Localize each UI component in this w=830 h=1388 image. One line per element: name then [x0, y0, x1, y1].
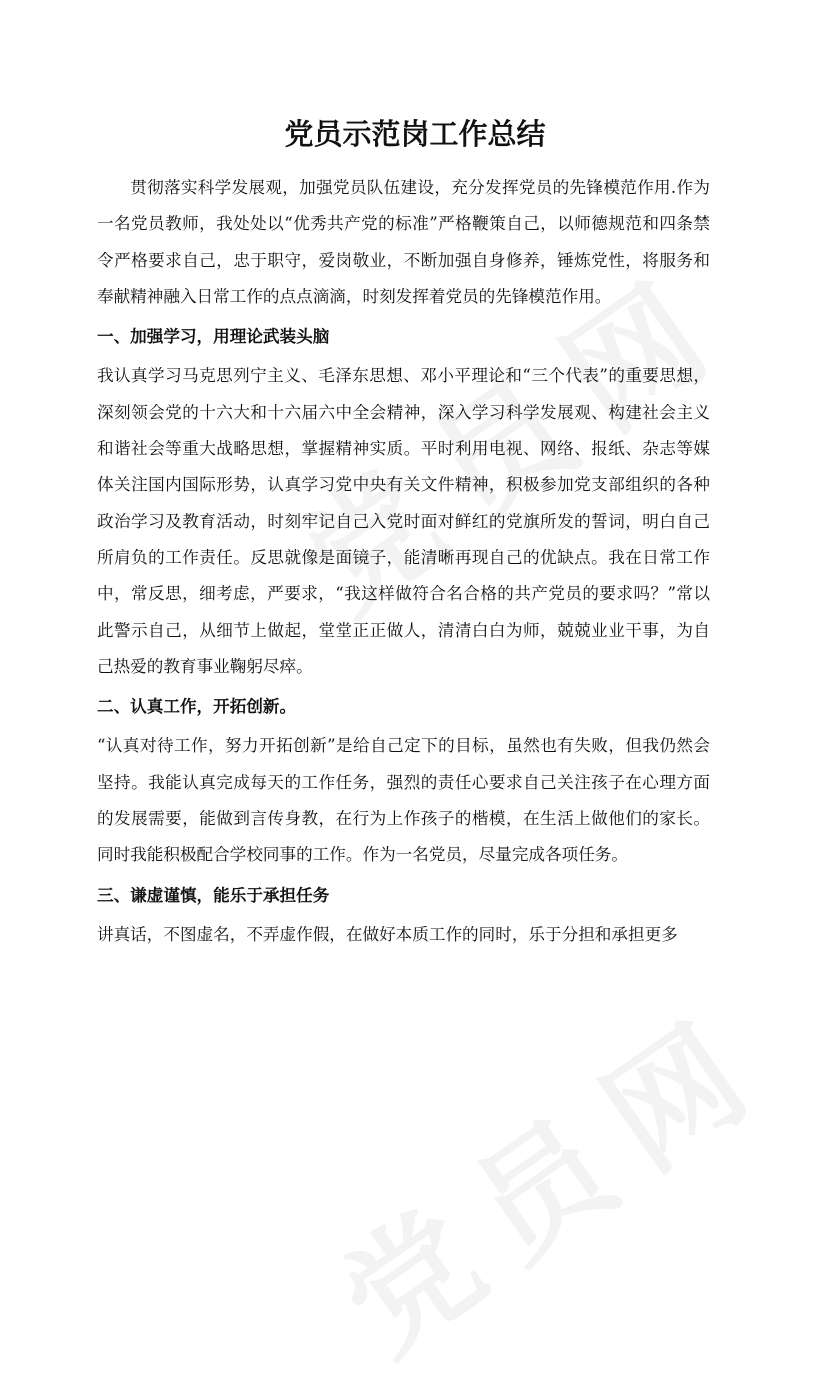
section-body-3: 讲真话，不图虚名，不弄虚作假，在做好本质工作的同时，乐于分担和承担更多	[97, 924, 678, 944]
intro-paragraph: 贯彻落实科学发展观，加强党员队伍建设，充分发挥党员的先锋模范作用.作为一名党员教师，我处处以“优秀共产党的标准”严格鞭策自己，以师德规范和四条禁令严格要求自己，忠于职守，爱岗敬业，不断加强自身修养，锤炼党性，将服务和奉献精神融入日常工作的点点滴滴，时刻发挥着党员的先锋模范作用。	[97, 178, 710, 306]
watermark	[300, 959, 800, 1388]
section-heading-1: 一、加强学习，用理论武装头脑	[97, 327, 330, 347]
section-body-1: 我认真学习马克思列宁主义、毛泽东思想、邓小平理论和“三个代表”的重要思想，深刻领会党的十六大和十六届六中全会精神，深入学习科学发展观、构建社会主义和谐社会等重大战略思想，掌握精神实质。平时利用电视、网络、报纸、杂志等媒体关注国内国际形势，认真学习党中央有关文件精神，积极参加党支部组织的各种政治学习及教育活动，时刻牢记自己入党时面对鲜红的党旗所发的誓词，明白自己所肩负的工作责任。反思就像是面镜子，能清晰再现自己的优缺点。我在日常工作中，常反思，细考虑，严要求，“我这样做符合名合格的共产党员的要求吗？”常以此警示自己，从细节上做起，堂堂正正做人，清清白白为师，兢兢业业干事，为自己热爱的教育事业鞠躬尽瘁。	[97, 366, 710, 676]
document-title: 党员示范岗工作总结	[284, 117, 546, 151]
section-heading-2: 二、认真工作，开拓创新。	[97, 697, 297, 717]
section-body-2: “认真对待工作，努力开拓创新”是给自己定下的目标，虽然也有失败，但我仍然会坚持。我能认真完成每天的工作任务，强烈的责任心要求自己关注孩子在心理方面的发展需要，能做到言传身教，在行为上作孩子的楷模，在生活上做他们的家长。同时我能积极配合学校同事的工作。作为一名党员，尽量完成各项任务。	[97, 736, 710, 865]
document-body	[97, 170, 710, 953]
section-heading-3: 三、谦虚谨慎，能乐于承担任务	[97, 885, 330, 905]
